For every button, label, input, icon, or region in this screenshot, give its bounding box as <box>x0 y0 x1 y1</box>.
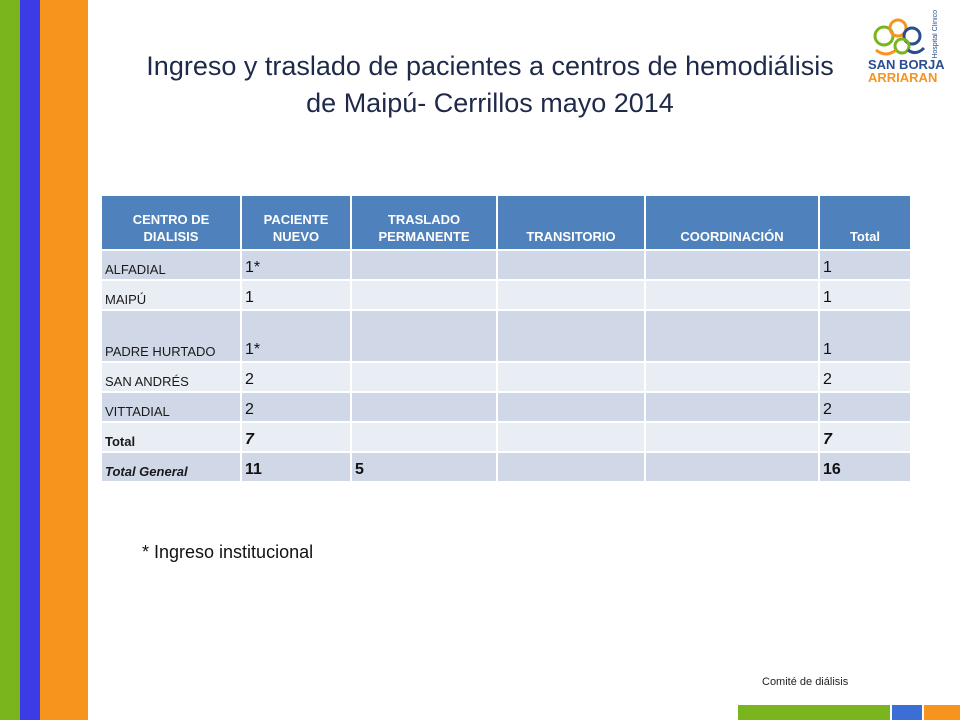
table-row-total <box>102 423 910 451</box>
cell-coordinacion <box>646 363 818 391</box>
cell-transitorio <box>498 423 644 451</box>
cell-transitorio <box>498 281 644 309</box>
green-footer-bar <box>738 705 890 720</box>
orange-footer-bar <box>924 705 960 720</box>
cell-coordinacion <box>646 251 818 279</box>
dialysis-table <box>100 194 912 483</box>
cell-transitorio <box>498 311 644 361</box>
cell-traslado <box>352 423 496 451</box>
cell-paciente-nuevo: 7 <box>242 423 350 451</box>
cell-transitorio <box>498 251 644 279</box>
cell-paciente-nuevo: 11 <box>242 453 350 481</box>
cell-paciente-nuevo: 2 <box>242 363 350 391</box>
orange-side-stripe <box>40 0 88 720</box>
cell-paciente-nuevo: 1* <box>242 311 350 361</box>
cell-centro: MAIPÚ <box>102 281 240 309</box>
cell-transitorio <box>498 393 644 421</box>
cell-transitorio <box>498 363 644 391</box>
logo-small-text: Hospital Clínico <box>932 10 939 59</box>
cell-traslado: 5 <box>352 453 496 481</box>
title-line-1: Ingreso y traslado de pacientes a centros de hemodiálisis <box>146 51 834 81</box>
cell-total: 1 <box>820 311 910 361</box>
cell-total: 16 <box>820 453 910 481</box>
green-side-stripe <box>0 0 20 720</box>
cell-centro: PADRE HURTADO <box>102 311 240 361</box>
cell-total: 1 <box>820 281 910 309</box>
table-row <box>102 363 910 391</box>
cell-traslado <box>352 251 496 279</box>
cell-centro: SAN ANDRÉS <box>102 363 240 391</box>
footnote: * Ingreso institucional <box>142 542 314 562</box>
header-total: Total <box>820 196 910 249</box>
cell-coordinacion <box>646 311 818 361</box>
cell-coordinacion <box>646 281 818 309</box>
table-row <box>102 311 910 361</box>
table-header-row <box>102 196 910 249</box>
cell-total: 2 <box>820 363 910 391</box>
header-traslado: TRASLADO PERMANENTE <box>352 196 496 249</box>
logo-text <box>868 58 945 84</box>
cell-centro: ALFADIAL <box>102 251 240 279</box>
cell-total: 1 <box>820 251 910 279</box>
cell-centro: VITTADIAL <box>102 393 240 421</box>
cell-coordinacion <box>646 453 818 481</box>
cell-total: 2 <box>820 393 910 421</box>
cell-centro: Total <box>102 423 240 451</box>
logo-line-1: SAN BORJA <box>868 57 945 72</box>
cell-paciente-nuevo: 1 <box>242 281 350 309</box>
table-row-total-general <box>102 453 910 481</box>
table-row <box>102 393 910 421</box>
table-row <box>102 281 910 309</box>
logo-line-2: ARRIARAN <box>868 70 938 85</box>
cell-traslado <box>352 363 496 391</box>
slide-title <box>100 48 880 122</box>
cell-traslado <box>352 281 496 309</box>
cell-paciente-nuevo: 1* <box>242 251 350 279</box>
header-coordinacion: COORDINACIÓN <box>646 196 818 249</box>
header-transitorio: TRANSITORIO <box>498 196 644 249</box>
blue-side-stripe <box>20 0 40 720</box>
cell-traslado <box>352 393 496 421</box>
cell-transitorio <box>498 453 644 481</box>
title-line-2: de Maipú- Cerrillos mayo 2014 <box>306 88 674 118</box>
cell-traslado <box>352 311 496 361</box>
cell-coordinacion <box>646 423 818 451</box>
header-paciente-nuevo: PACIENTE NUEVO <box>242 196 350 249</box>
header-centro: CENTRO DE DIALISIS <box>102 196 240 249</box>
cell-coordinacion <box>646 393 818 421</box>
blue-footer-bar <box>892 705 922 720</box>
cell-total: 7 <box>820 423 910 451</box>
cell-paciente-nuevo: 2 <box>242 393 350 421</box>
table-row <box>102 251 910 279</box>
cell-centro: Total General <box>102 453 240 481</box>
credit-text: Comité de diálisis <box>762 676 849 688</box>
